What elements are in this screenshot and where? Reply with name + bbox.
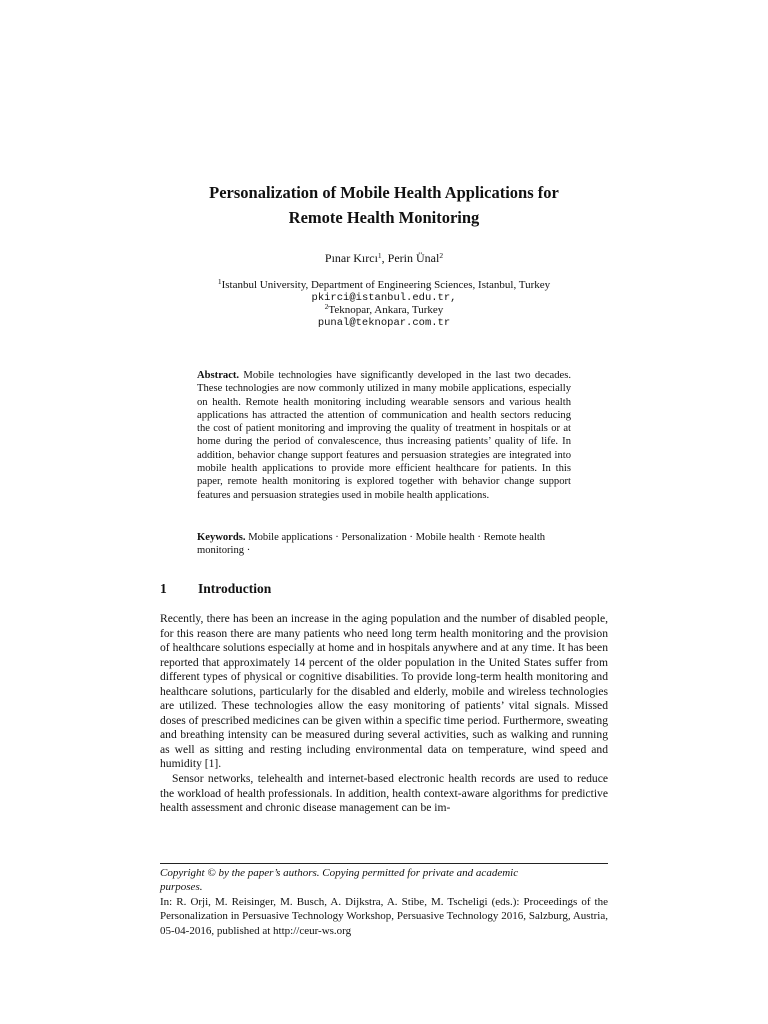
body-paragraph: Recently, there has been an increase in the aging population and the number of disabled people, for this reason there are many patients who need long term health monitoring and the provision of healthcare solutions especially at home and in hospitals anywhere and at any time. It has been reported that approximately 14 percent of the older population in the United States suffer from different types of physical or cognitive disabilities. To provide long-term health monitoring and healthcare solutions, particularly for the disabled and elderly, mobile and wireless technologies are utilized. These technologies allow the easy monitoring of patients’ vital signals. Missed doses of prescribed medicines can be given within a specific time period. Furthermore, sweating and breathing intensity can be measured during several activities, such as walking and running as well as sitting and resting including environmental data on temperature, wind speed and humidity [1]. (160, 612, 608, 771)
abstract (197, 369, 571, 502)
keywords-label: Keywords. (197, 532, 246, 543)
author-affiliation-mark: 2 (439, 251, 444, 260)
section-heading (160, 580, 608, 598)
copyright-notice-continued: purposes. (160, 881, 203, 894)
affiliation-mark: 1 (217, 277, 222, 286)
author-list (160, 250, 608, 266)
section-title: Introduction (198, 581, 272, 596)
author-email: punal@teknopar.com.tr (317, 316, 451, 329)
title-line-1: Personalization of Mobile Health Applications for (209, 183, 559, 202)
affiliation-2 (160, 304, 608, 317)
abstract-text: Mobile technologies have significantly developed in the last two decades. These technologies are now commonly utilized in many mobile applications, especially on health. Remote health monitoring including wearable sensors and various health applications has attracted the attention of communication and health sectors reducing the cost of patient monitoring and improving the quality of treatment in hospitals or at home during the period of convalescence, thus increasing patients’ quality of life. In addition, behavior change support features and persuasion strategies are integrated into mobile health applications to provide more efficient healthcare for patients. In this paper, remote health monitoring is explored together with behavior change support features and persuasion strategies used in mobile health applications. (197, 370, 571, 501)
section-body (160, 612, 608, 816)
copyright-notice: Copyright © by the paper’s authors. Copying permitted for private and academic (160, 867, 519, 879)
author-affiliation-mark: 1 (377, 251, 382, 260)
author-separator: , (381, 251, 388, 265)
author-name: Perin Ünal (387, 251, 440, 265)
keywords-text: Mobile applications · Personalization · Mobile health · Remote health monitoring · (197, 532, 546, 557)
affiliation-text: Teknopar, Ankara, Turkey (328, 304, 444, 316)
paper-title (160, 180, 608, 230)
abstract-label: Abstract. (197, 370, 240, 381)
title-line-2: Remote Health Monitoring (288, 208, 480, 227)
section-number: 1 (160, 581, 167, 596)
keywords (197, 531, 571, 558)
affiliation-mark: 2 (324, 302, 329, 311)
footnote (160, 866, 608, 938)
footnote-divider (160, 863, 608, 864)
affiliation-1 (160, 279, 608, 292)
body-paragraph: Sensor networks, telehealth and internet-based electronic health records are used to reduce the workload of health professionals. In addition, health context-aware algorithms for predictive health assessment and chronic disease management can be im- (160, 772, 608, 815)
author-email: pkirci@istanbul.edu.tr, (311, 291, 457, 304)
proceedings-citation: In: R. Orji, M. Reisinger, M. Busch, A. Dijkstra, A. Stibe, M. Tscheligi (eds.): Proceedings of the Personalization in Persuasive Technology Workshop, Persuasive Technology 2016, Salzburg, Austria, 05-04-2016, published at http://ceur-ws.org (160, 895, 608, 937)
affiliation-text: Istanbul University, Department of Engineering Sciences, Istanbul, Turkey (221, 279, 551, 291)
affiliations (160, 279, 608, 329)
author-name: Pınar Kırcı (324, 251, 378, 265)
